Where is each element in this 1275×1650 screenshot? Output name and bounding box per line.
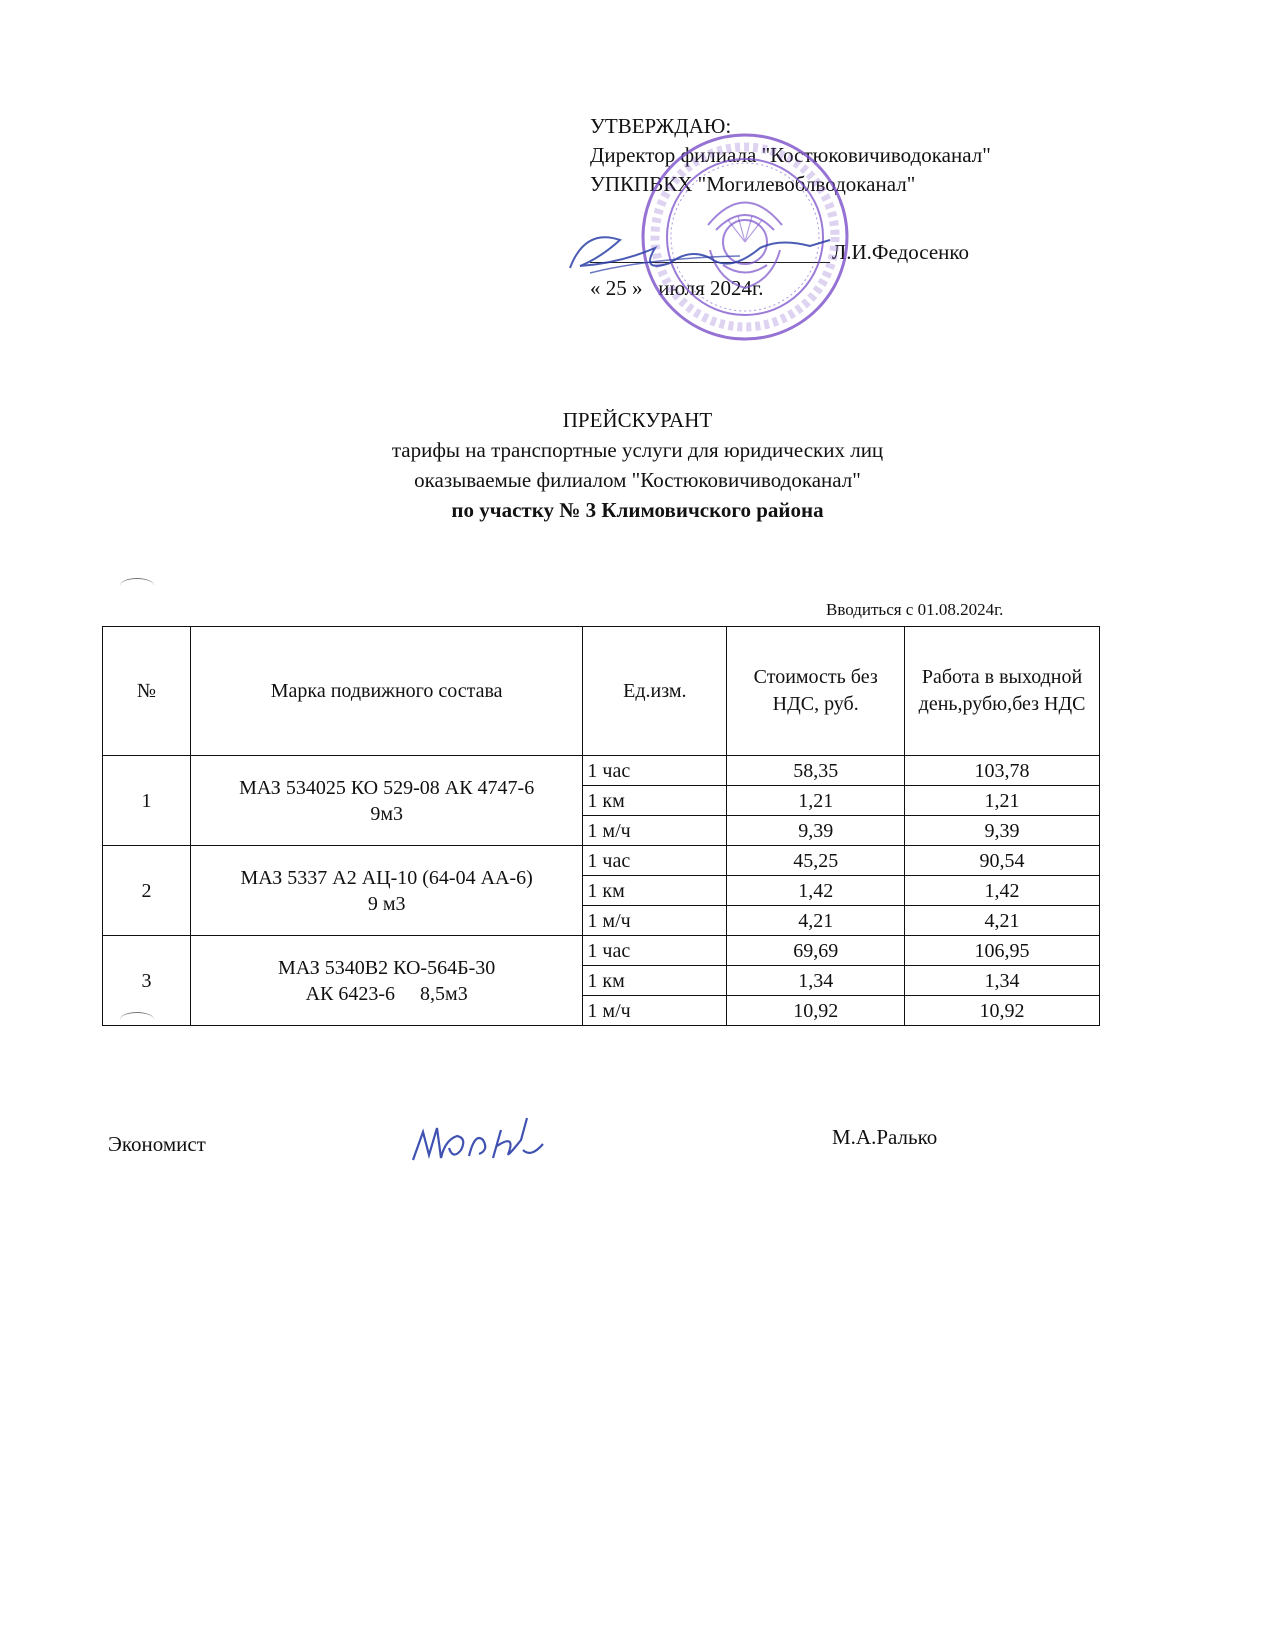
approver-name: Л.И.Федосенко <box>832 240 970 264</box>
vehicle-model <box>190 756 583 846</box>
row-number: 3 <box>103 936 191 1026</box>
unit-cell: 1 км <box>583 966 727 996</box>
document-subtitle-line-3: по участку № 3 Климовичского района <box>451 498 824 522</box>
economist-signature-icon <box>405 1110 555 1170</box>
cost-cell: 1,42 <box>727 876 905 906</box>
unit-cell: 1 км <box>583 876 727 906</box>
vehicle-model-line-1: МАЗ 5337 А2 АЦ-10 (64-04 АА-6) <box>240 866 533 889</box>
table-header-row <box>103 627 1100 756</box>
document-subtitle-line-2: оказываемые филиалом "Костюковичиводоканал" <box>414 468 861 492</box>
director-signature-icon <box>560 218 840 298</box>
weekend-cost-cell: 90,54 <box>905 846 1100 876</box>
unit-cell: 1 м/ч <box>583 816 727 846</box>
header-weekend-cost: Работа в выходной день,рубю,без НДС <box>905 627 1100 756</box>
cost-cell: 69,69 <box>727 936 905 966</box>
unit-cell: 1 км <box>583 786 727 816</box>
cost-cell: 1,34 <box>727 966 905 996</box>
unit-cell: 1 час <box>583 756 727 786</box>
vehicle-model-line-2: 9м3 <box>370 802 403 825</box>
economist-name: М.А.Ралько <box>832 1125 938 1149</box>
unit-cell: 1 час <box>583 846 727 876</box>
unit-cell: 1 час <box>583 936 727 966</box>
approval-heading: УТВЕРЖДАЮ: <box>590 114 732 138</box>
vehicle-model <box>190 936 583 1026</box>
document-subtitle-line-1: тарифы на транспортные услуги для юридических лиц <box>391 438 884 462</box>
vehicle-model-line-1: МАЗ 534025 КО 529-08 АК 4747-6 <box>239 776 535 799</box>
weekend-cost-cell: 1,21 <box>905 786 1100 816</box>
price-table <box>102 626 1100 1026</box>
approval-position: Директор филиала "Костюковичиводоканал" <box>590 143 991 167</box>
weekend-cost-cell: 103,78 <box>905 756 1100 786</box>
cost-cell: 4,21 <box>727 906 905 936</box>
unit-cell: 1 м/ч <box>583 996 727 1026</box>
weekend-cost-cell: 10,92 <box>905 996 1100 1026</box>
document-title-block <box>0 405 1275 525</box>
cost-cell: 45,25 <box>727 846 905 876</box>
economist-title: Экономист <box>108 1132 206 1156</box>
table-row <box>103 936 1100 966</box>
row-number: 2 <box>103 846 191 936</box>
approval-date: « 25 » июля 2024г. <box>590 276 764 300</box>
header-number: № <box>103 627 191 756</box>
cost-cell: 9,39 <box>727 816 905 846</box>
unit-cell: 1 м/ч <box>583 906 727 936</box>
vehicle-model-line-1: МАЗ 5340В2 КО-564Б-30 <box>278 956 496 979</box>
weekend-cost-cell: 1,34 <box>905 966 1100 996</box>
header-unit: Ед.изм. <box>583 627 727 756</box>
cost-cell: 58,35 <box>727 756 905 786</box>
cost-cell: 10,92 <box>727 996 905 1026</box>
table-row <box>103 756 1100 786</box>
header-model: Марка подвижного состава <box>190 627 583 756</box>
weekend-cost-cell: 4,21 <box>905 906 1100 936</box>
vehicle-model-line-2: АК 6423-6 8,5м3 <box>305 982 468 1005</box>
weekend-cost-cell: 9,39 <box>905 816 1100 846</box>
cost-cell: 1,21 <box>727 786 905 816</box>
header-cost: Стоимость без НДС, руб. <box>727 627 905 756</box>
weekend-cost-cell: 1,42 <box>905 876 1100 906</box>
scan-mark <box>120 578 154 593</box>
effective-date: Вводиться с 01.08.2024г. <box>826 600 1004 619</box>
document-title: ПРЕЙСКУРАНТ <box>562 408 713 432</box>
vehicle-model-line-2: 9 м3 <box>367 892 406 915</box>
vehicle-model <box>190 846 583 936</box>
table-row <box>103 846 1100 876</box>
weekend-cost-cell: 106,95 <box>905 936 1100 966</box>
approval-organization: УПКПВКХ "Могилевоблводоканал" <box>590 172 916 196</box>
row-number: 1 <box>103 756 191 846</box>
